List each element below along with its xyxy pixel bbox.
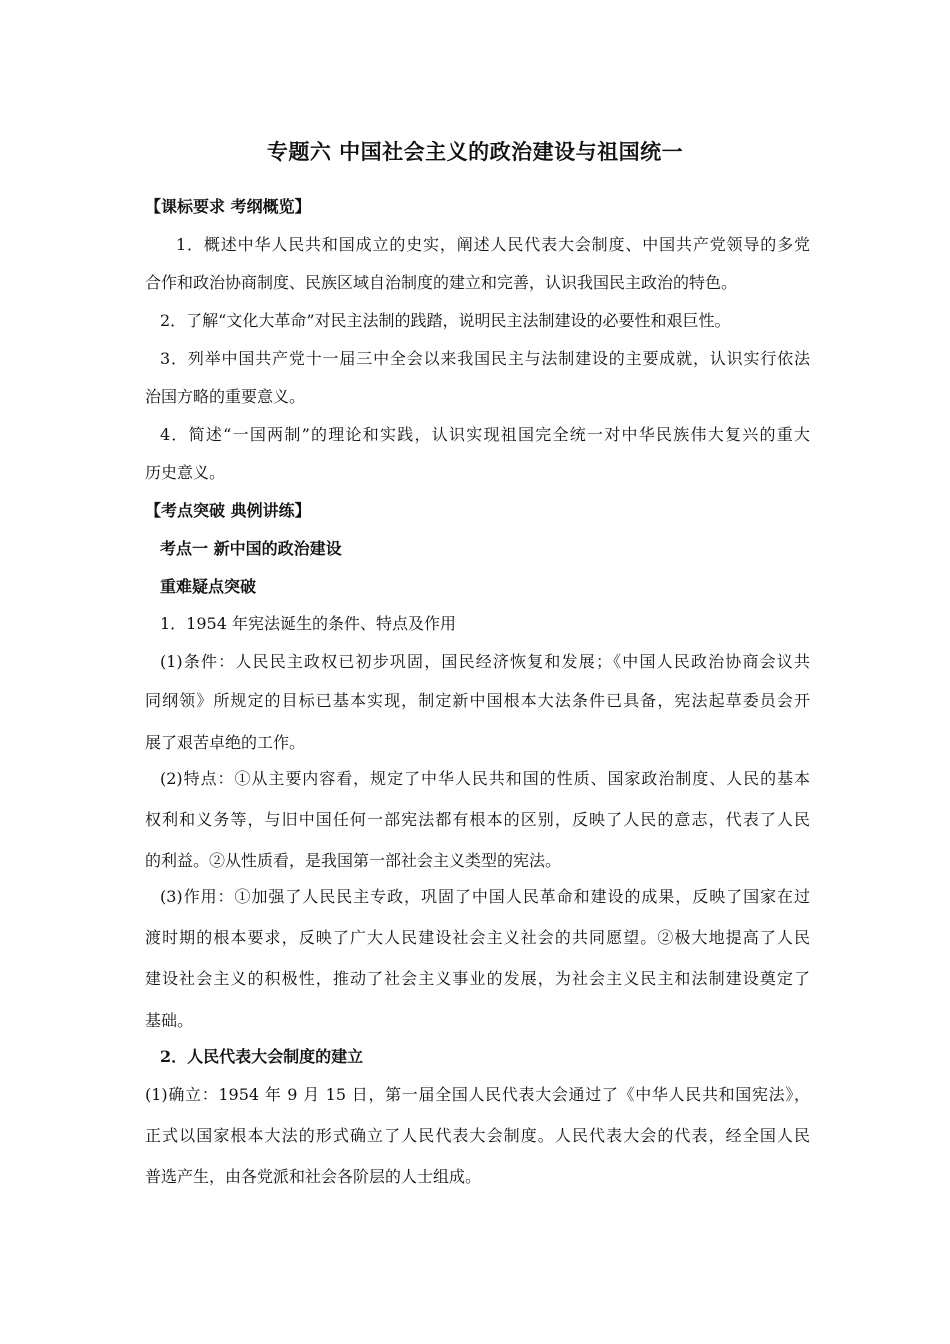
role-line-2: 渡时期的根本要求，反映了广大人民建设社会主义社会的共同愿望。②极大地提高了人民 — [145, 928, 810, 947]
conditions-line-2: 同纲领》所规定的目标已基本实现，制定新中国根本大法条件已具备，宪法起草委员会开 — [145, 691, 810, 710]
establishment-line-3: 普选产生，由各党派和社会各阶层的人士组成。 — [145, 1167, 482, 1186]
establishment-line-1: (1)确立：1954 年 9 月 15 日，第一届全国人民代表大会通过了《中华人民共和国宪法》， — [145, 1085, 810, 1104]
requirement-4-line-2: 历史意义。 — [145, 463, 226, 482]
establishment-line-2: 正式以国家根本大法的形式确立了人民代表大会制度。人民代表大会的代表，经全国人民 — [145, 1126, 810, 1145]
features-line-3: 的利益。②从性质看，是我国第一部社会主义类型的宪法。 — [145, 851, 562, 870]
item-1-heading: 1．1954 年宪法诞生的条件、特点及作用 — [160, 614, 456, 633]
requirement-3-line-1: 3．列举中国共产党十一届三中全会以来我国民主与法制建设的主要成就，认识实行依法 — [160, 349, 810, 368]
role-line-4: 基础。 — [145, 1011, 194, 1030]
requirement-4-line-1: 4．简述“一国两制”的理论和实践，认识实现祖国完全统一对中华民族伟大复兴的重大 — [160, 425, 810, 444]
features-line-2: 权利和义务等，与旧中国任何一部宪法都有根本的区别，反映了人民的意志，代表了人民 — [145, 810, 810, 829]
requirement-1-line-1: 1．概述中华人民共和国成立的史实，阐述人民代表大会制度、中国共产党领导的多党 — [176, 235, 810, 254]
role-line-1: (3)作用：①加强了人民民主专政，巩固了中国人民革命和建设的成果，反映了国家在过 — [160, 887, 810, 906]
conditions-line-1: (1)条件：人民民主政权已初步巩固，国民经济恢复和发展；《中国人民政治协商会议共 — [160, 652, 810, 671]
difficulty-heading: 重难疑点突破 — [160, 577, 257, 596]
item-2-heading: 2．人民代表大会制度的建立 — [160, 1047, 364, 1066]
section-heading-key-points: 【考点突破 典例讲练】 — [145, 501, 311, 520]
role-line-3: 建设社会主义的积极性，推动了社会主义事业的发展，为社会主义民主和法制建设奠定了 — [145, 969, 810, 988]
features-line-1: (2)特点：①从主要内容看，规定了中华人民共和国的性质、国家政治制度、人民的基本 — [160, 769, 810, 788]
document-title: 专题六 中国社会主义的政治建设与祖国统一 — [266, 139, 684, 164]
conditions-line-3: 展了艰苦卓绝的工作。 — [145, 733, 306, 752]
requirement-1-line-2: 合作和政治协商制度、民族区域自治制度的建立和完善，认识我国民主政治的特色。 — [145, 273, 738, 292]
requirement-3-line-2: 治国方略的重要意义。 — [145, 387, 306, 406]
key-point-1-heading: 考点一 新中国的政治建设 — [160, 539, 342, 558]
section-heading-requirements: 【课标要求 考纲概览】 — [145, 197, 311, 216]
requirement-2: 2．了解“文化大革命”对民主法制的践踏，说明民主法制建设的必要性和艰巨性。 — [160, 311, 731, 330]
